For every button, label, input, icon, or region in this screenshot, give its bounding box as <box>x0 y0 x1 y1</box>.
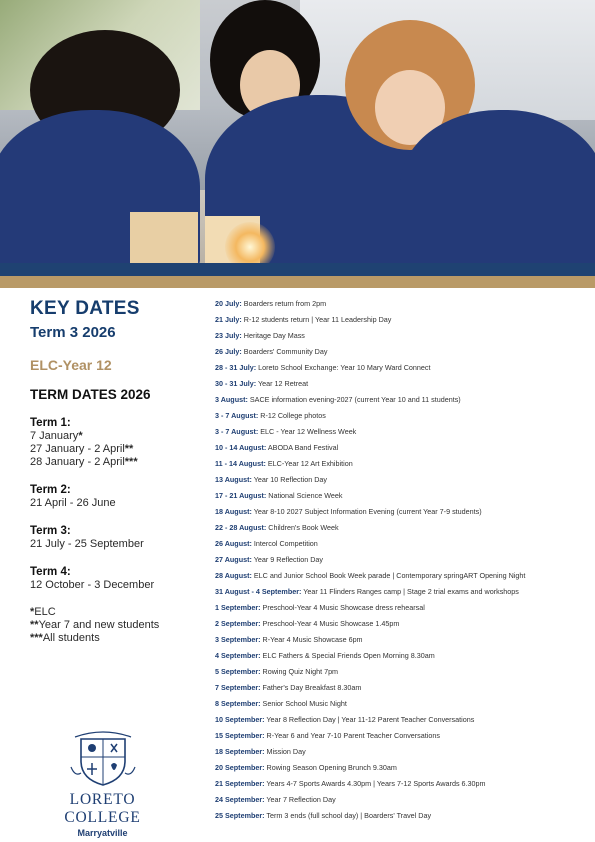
list-item: 15 September: R-Year 6 and Year 7-10 Parent Teacher Conversations <box>215 731 440 740</box>
term-date-line: 7 January* <box>30 430 83 442</box>
term-label: Term 1: <box>30 417 71 429</box>
student-right-blazer <box>400 110 595 263</box>
term-2 <box>30 483 210 510</box>
term-label: Term 4: <box>30 566 71 578</box>
list-item: 3 September: R-Year 4 Music Showcase 6pm <box>215 635 363 644</box>
events-list <box>215 296 585 824</box>
list-item: 8 September: Senior School Music Night <box>215 699 347 708</box>
list-item: 10 - 14 August: ABODA Band Festival <box>215 443 339 452</box>
term-date-line: 12 October - 3 December <box>30 579 155 591</box>
list-item: 7 September: Father's Day Breakfast 8.30am <box>215 683 362 692</box>
list-item: 17 - 21 August: National Science Week <box>215 491 343 500</box>
footnote: **Year 7 and new students <box>30 619 160 631</box>
level-heading: ELC-Year 12 <box>30 357 112 373</box>
list-item: 22 - 28 August: Children's Book Week <box>215 523 339 532</box>
college-campus: Marryatville <box>77 828 128 838</box>
term-date-line: 21 April - 26 June <box>30 497 116 509</box>
list-item: 23 July: Heritage Day Mass <box>215 331 305 340</box>
crest-icon <box>67 727 139 787</box>
list-item: 25 September: Term 3 ends (full school day) | Boarders' Travel Day <box>215 811 432 820</box>
college-logo <box>30 727 175 838</box>
list-item: 30 - 31 July: Year 12 Retreat <box>215 379 309 388</box>
footnotes <box>30 606 210 645</box>
footnote: ***All students <box>30 632 100 644</box>
list-item: 13 August: Year 10 Reflection Day <box>215 475 327 484</box>
list-item: 5 September: Rowing Quiz Night 7pm <box>215 667 339 676</box>
term-label: Term 3: <box>30 525 71 537</box>
list-item: 24 September: Year 7 Reflection Day <box>215 795 336 804</box>
college-name: LORETO COLLEGE <box>64 791 141 826</box>
term-1 <box>30 416 210 469</box>
list-item: 1 September: Preschool-Year 4 Music Showcase dress rehearsal <box>215 603 425 612</box>
term-dates-heading: TERM DATES 2026 <box>30 387 151 402</box>
list-item: 21 September: Years 4-7 Sports Awards 4.30pm | Years 7-12 Sports Awards 6.30pm <box>215 779 486 788</box>
list-item: 4 September: ELC Fathers & Special Friends Open Morning 8.30am <box>215 651 435 660</box>
list-item: 3 August: SACE information evening-2027 (current Year 10 and 11 students) <box>215 395 461 404</box>
page-subtitle: Term 3 2026 <box>30 324 116 341</box>
blue-band <box>0 263 595 276</box>
project-box-left <box>130 212 198 263</box>
list-item: 18 September: Mission Day <box>215 747 306 756</box>
term-date-line: 28 January - 2 April*** <box>30 456 138 468</box>
term-date-line: 27 January - 2 April** <box>30 443 134 455</box>
term-label: Term 2: <box>30 484 71 496</box>
list-item: 2 September: Preschool-Year 4 Music Showcase 1.45pm <box>215 619 400 628</box>
footnote: *ELC <box>30 606 56 618</box>
list-item: 11 - 14 August: ELC-Year 12 Art Exhibition <box>215 459 353 468</box>
term-date-line: 21 July - 25 September <box>30 538 144 550</box>
list-item: 21 July: R-12 students return | Year 11 Leadership Day <box>215 315 392 324</box>
list-item: 26 August: Intercol Competition <box>215 539 318 548</box>
list-item: 28 August: ELC and Junior School Book Week parade | Contemporary springART Opening Night <box>215 571 526 580</box>
list-item: 18 August: Year 8-10 2027 Subject Information Evening (current Year 7-9 students) <box>215 507 482 516</box>
list-item: 10 September: Year 8 Reflection Day | Year 11-12 Parent Teacher Conversations <box>215 715 475 724</box>
gold-band <box>0 276 595 288</box>
page-title: KEY DATES <box>30 298 140 319</box>
list-item: 27 August: Year 9 Reflection Day <box>215 555 324 564</box>
term-3 <box>30 524 210 551</box>
term-4 <box>30 565 210 592</box>
list-item: 26 July: Boarders' Community Day <box>215 347 328 356</box>
list-item: 3 - 7 August: ELC - Year 12 Wellness Week <box>215 427 357 436</box>
left-column <box>30 298 210 645</box>
list-item: 3 - 7 August: R-12 College photos <box>215 411 326 420</box>
list-item: 28 - 31 July: Loreto School Exchange: Year 10 Mary Ward Connect <box>215 363 431 372</box>
list-item: 31 August - 4 September: Year 11 Flinders Ranges camp | Stage 2 trial exams and workshops <box>215 587 519 596</box>
list-item: 20 July: Boarders return from 2pm <box>215 299 327 308</box>
list-item: 20 September: Rowing Season Opening Brunch 9.30am <box>215 763 397 772</box>
hero-photo <box>0 0 595 263</box>
